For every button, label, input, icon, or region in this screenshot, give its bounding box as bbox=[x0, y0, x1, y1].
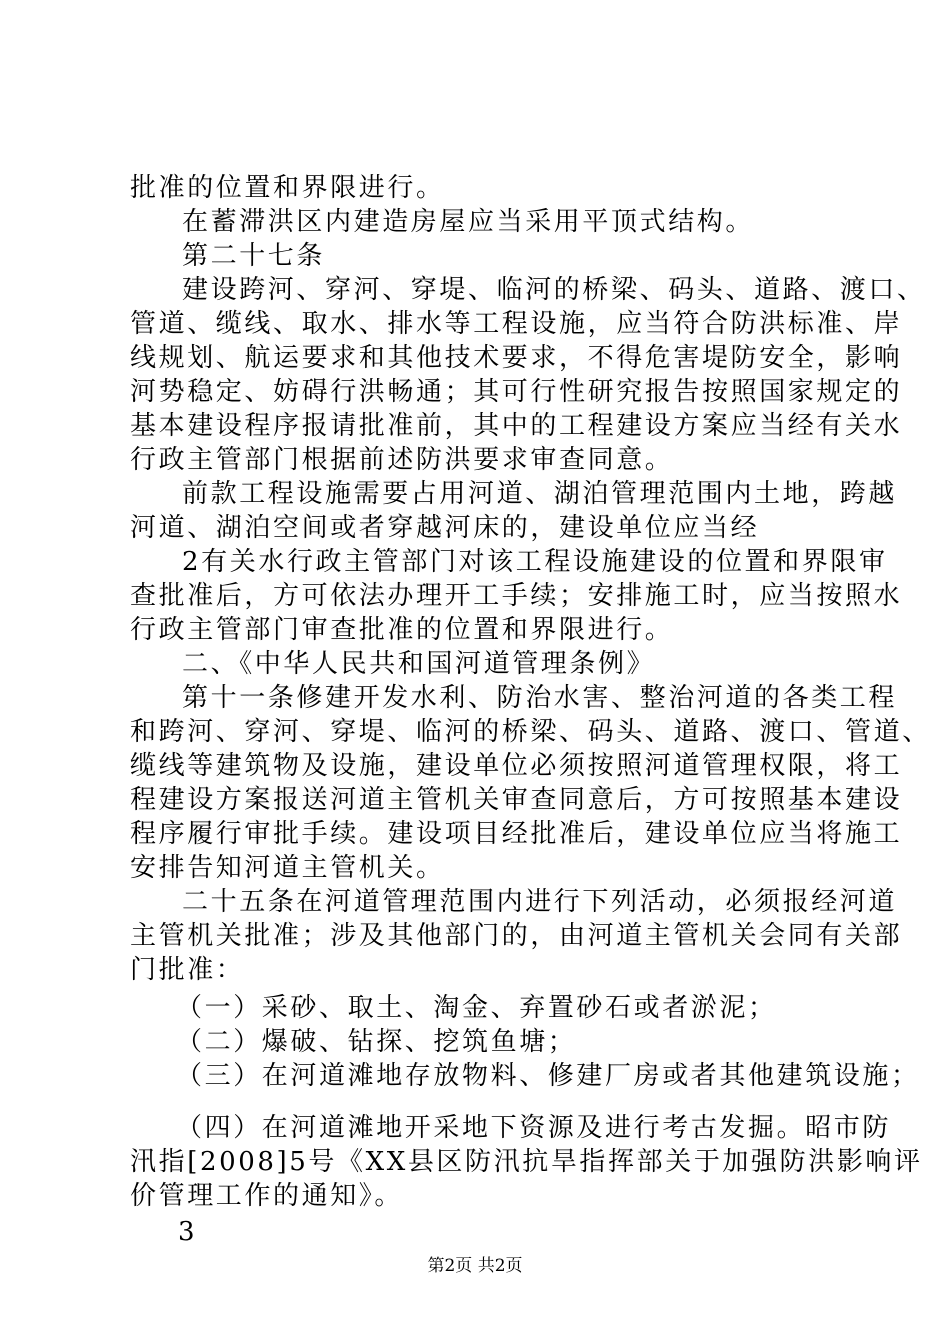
text-line: 程建设方案报送河道主管机关审查同意后，方可按照基本建设 bbox=[130, 785, 903, 815]
list-item: （四）在河道滩地开采地下资源及进行考古发掘。昭市防 bbox=[176, 1113, 892, 1143]
text-line: 主管机关批准；涉及其他部门的，由河道主管机关会同有关部 bbox=[130, 921, 903, 951]
page-marker: 3 bbox=[178, 1217, 198, 1247]
text-line: 价管理工作的通知》。 bbox=[130, 1181, 404, 1211]
text-line: 门批准： bbox=[130, 955, 245, 985]
text-line: 前款工程设施需要占用河道、湖泊管理范围内土地，跨越 bbox=[182, 479, 898, 509]
text-line: 二十五条在河道管理范围内进行下列活动，必须报经河道 bbox=[182, 887, 898, 917]
page-footer: 第2页 共2页 bbox=[427, 1256, 523, 1276]
text-line: 汛指[2008]5号《XX县区防汛抗旱指挥部关于加强防洪影响评 bbox=[130, 1147, 923, 1177]
list-item: （二）爆破、钻探、挖筑鱼塘； bbox=[176, 1027, 577, 1057]
text-line: 缆线等建筑物及设施，建设单位必须按照河道管理权限，将工 bbox=[130, 751, 903, 781]
text-line: 基本建设程序报请批准前，其中的工程建设方案应当经有关水 bbox=[130, 411, 903, 441]
text-line: 行政主管部门审查批准的位置和界限进行。 bbox=[130, 615, 674, 645]
text-line: 查批准后，方可依法办理开工手续；安排施工时，应当按照水 bbox=[130, 581, 903, 611]
text-line: 第二十七条 bbox=[182, 241, 326, 271]
section-heading: 二、《中华人民共和国河道管理条例》 bbox=[182, 649, 656, 679]
text-line: 批准的位置和界限进行。 bbox=[130, 173, 445, 203]
text-line: 河道、湖泊空间或者穿越河床的，建设单位应当经 bbox=[130, 513, 760, 543]
text-line: 建设跨河、穿河、穿堤、临河的桥梁、码头、道路、渡口、 bbox=[182, 275, 926, 305]
text-line: 2有关水行政主管部门对该工程设施建设的位置和界限审 bbox=[182, 547, 888, 577]
text-line: 安排告知河道主管机关。 bbox=[130, 853, 445, 883]
text-line: 河势稳定、妨碍行洪畅通；其可行性研究报告按照国家规定的 bbox=[130, 377, 903, 407]
text-line: 和跨河、穿河、穿堤、临河的桥梁、码头、道路、渡口、管道、 bbox=[130, 717, 931, 747]
text-line: 第十一条修建开发水利、防治水害、整治河道的各类工程 bbox=[182, 683, 898, 713]
list-item: （一）采砂、取土、淘金、弃置砂石或者淤泥； bbox=[176, 993, 777, 1023]
text-line: 行政主管部门根据前述防洪要求审查同意。 bbox=[130, 445, 674, 475]
text-line: 线规划、航运要求和其他技术要求，不得危害堤防安全，影响 bbox=[130, 343, 903, 373]
text-line: 管道、缆线、取水、排水等工程设施，应当符合防洪标准、岸 bbox=[130, 309, 903, 339]
text-line: 在蓄滞洪区内建造房屋应当采用平顶式结构。 bbox=[182, 207, 755, 237]
text-line: 程序履行审批手续。建设项目经批准后，建设单位应当将施工 bbox=[130, 819, 903, 849]
list-item: （三）在河道滩地存放物料、修建厂房或者其他建筑设施； bbox=[176, 1061, 920, 1091]
